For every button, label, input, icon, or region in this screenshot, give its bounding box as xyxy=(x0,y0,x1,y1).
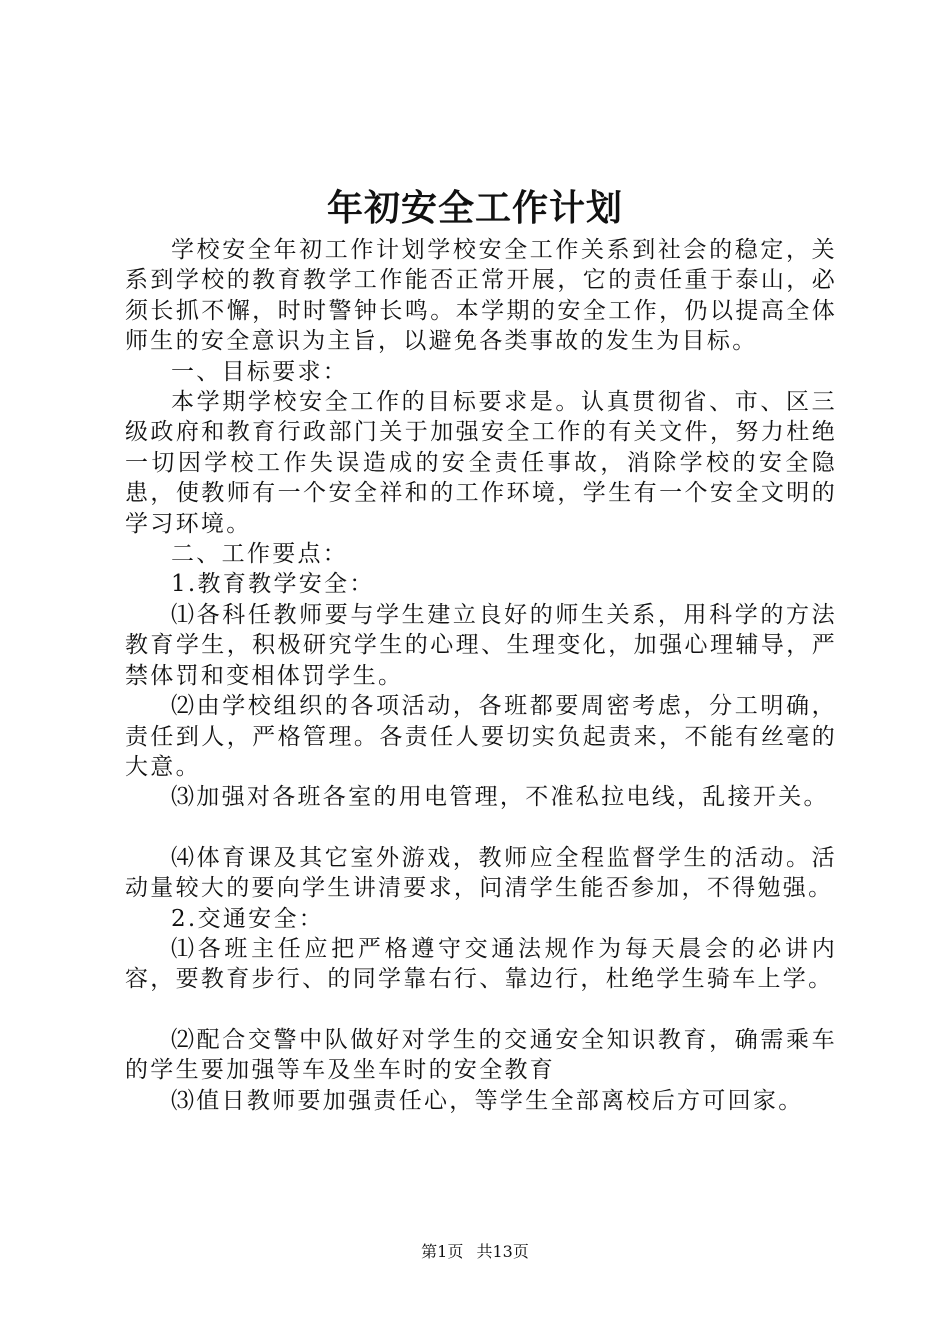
list-item: ⑴各科任教师要与学生建立良好的师生关系，用科学的方法教育学生，积极研究学生的心理、生理变化，加强心理辅导，严禁体罚和变相体罚学生。 xyxy=(125,601,837,689)
page-total: 共13页 xyxy=(476,1242,529,1261)
page-number: 第1页 xyxy=(421,1242,464,1261)
section-heading-key-points: 二、工作要点： xyxy=(171,541,349,568)
document-body xyxy=(125,235,837,1116)
list-item: ⑷体育课及其它室外游戏，教师应全程监督学生的活动。活动量较大的要向学生讲清要求，问清学生能否参加，不得勉强。 xyxy=(125,844,837,902)
list-item: ⑶加强对各班各室的用电管理，不准私拉电线，乱接开关。 xyxy=(171,784,829,811)
list-item: ⑵配合交警中队做好对学生的交通安全知识教育，确需乘车的学生要加强等车及坐车时的安全教育 xyxy=(125,1026,837,1084)
subheading-teaching-safety: 1.教育教学安全： xyxy=(171,571,375,598)
subheading-traffic-safety: 2.交通安全： xyxy=(171,905,325,932)
section-heading-goals: 一、目标要求： xyxy=(171,358,349,385)
page-footer xyxy=(0,1240,950,1264)
document-title: 年初安全工作计划 xyxy=(326,187,623,229)
paragraph-goals: 本学期学校安全工作的目标要求是。认真贯彻省、市、区三级政府和教育行政部门关于加强安全工作的有关文件，努力杜绝一切因学校工作失误造成的安全责任事故，消除学校的安全隐患，使教师有一个安全祥和的工作环境，学生有一个安全文明的学习环境。 xyxy=(125,389,837,537)
list-item: ⑶值日教师要加强责任心，等学生全部离校后方可回家。 xyxy=(171,1087,804,1114)
list-item: ⑴各班主任应把严格遵守交通法规作为每天晨会的必讲内容，要教育步行、的同学靠右行、靠边行，杜绝学生骑车上学。 xyxy=(125,935,837,993)
list-item: ⑵由学校组织的各项活动，各班都要周密考虑，分工明确，责任到人，严格管理。各责任人要切实负起责来，不能有丝毫的大意。 xyxy=(125,693,837,780)
paragraph-intro: 学校安全年初工作计划学校安全工作关系到社会的稳定，关系到学校的教育教学工作能否正常开展，它的责任重于泰山，必须长抓不懈，时时警钟长鸣。本学期的安全工作，仍以提高全体师生的安全意识为主旨，以避免各类事故的发生为目标。 xyxy=(125,237,837,355)
